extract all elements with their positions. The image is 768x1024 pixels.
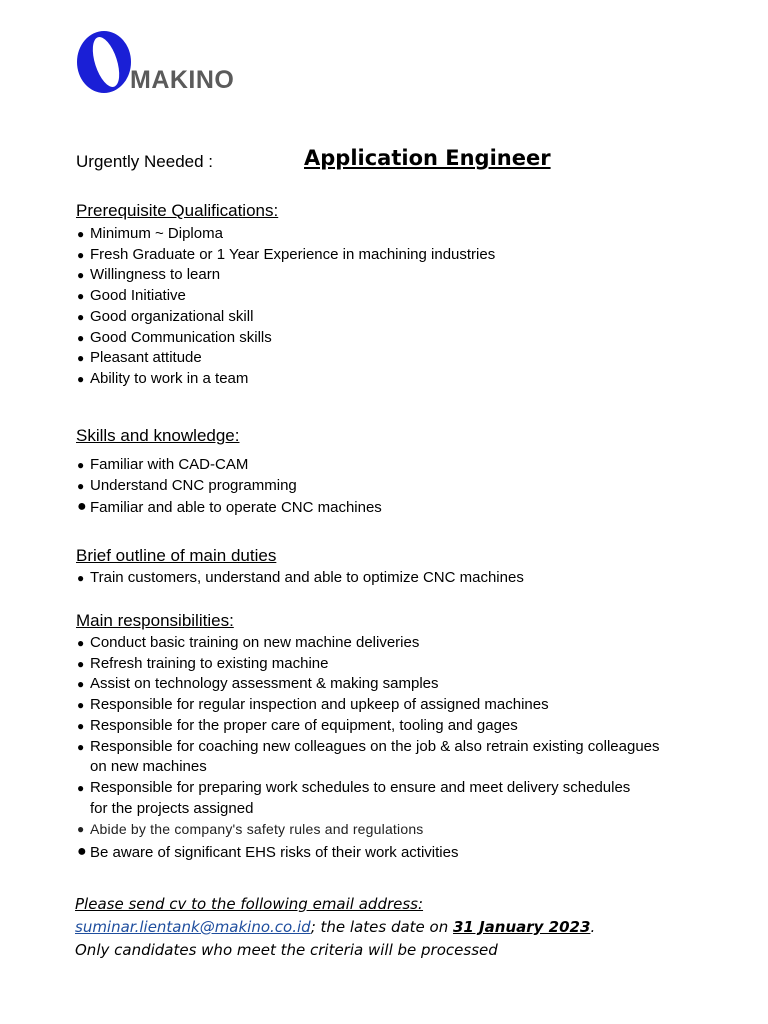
- section-qualifications: [76, 200, 696, 390]
- bullet-icon: ●: [77, 698, 85, 713]
- logo-text: MAKINO: [130, 66, 235, 94]
- section-title: Brief outline of main duties: [76, 546, 277, 565]
- bullet-icon: ●: [77, 458, 85, 472]
- list-item: ● Responsible for the proper care of equipment, tooling and gages: [76, 716, 696, 737]
- company-logo: [72, 26, 242, 100]
- section-title: Skills and knowledge:: [76, 426, 240, 445]
- bullet-icon: ●: [77, 478, 85, 493]
- list-item: ● Refresh training to existing machine: [76, 654, 696, 675]
- section-title: Main responsibilities:: [76, 611, 234, 630]
- list-item: ● Familiar with CAD-CAM: [76, 455, 696, 476]
- bullet-icon: ●: [77, 371, 85, 386]
- bullet-icon: ●: [77, 227, 85, 241]
- bullet-icon: ●: [77, 780, 85, 795]
- section-skills: [76, 425, 696, 519]
- bullet-icon: ●: [77, 636, 85, 650]
- duties-list: [76, 568, 696, 589]
- list-item: ● Responsible for preparing work schedules to ensure and meet delivery schedules for the projects assigned: [77, 778, 631, 817]
- list-item: ● Fresh Graduate or 1 Year Experience in machining industries: [76, 245, 696, 266]
- list-item: ● Responsible for coaching new colleagues on the job & also retrain existing colleagues on new machines: [77, 737, 660, 776]
- bullet-icon: ●: [77, 822, 85, 837]
- section-title: Prerequisite Qualifications:: [76, 201, 279, 220]
- list-item: ● Minimum ~ Diploma: [76, 224, 696, 245]
- bullet-icon: ●: [77, 656, 85, 671]
- email-link[interactable]: suminar.lientank@makino.co.id: [75, 918, 311, 936]
- job-title: Application Engineer: [304, 146, 551, 170]
- list-item: ● Abide by the company's safety rules and regulations: [76, 819, 696, 840]
- urgently-needed-label: Urgently Needed :: [76, 152, 214, 171]
- send-cv-line: Please send cv to the following email address:: [75, 895, 424, 913]
- list-item: ● Understand CNC programming: [76, 476, 696, 497]
- criteria-note: Only candidates who meet the criteria will be processed: [75, 941, 498, 959]
- application-instructions: [75, 893, 715, 962]
- list-item: ● Train customers, understand and able to optimize CNC machines: [76, 568, 696, 589]
- list-item: ● Responsible for regular inspection and upkeep of assigned machines: [76, 695, 696, 716]
- section-duties: [76, 545, 696, 589]
- list-item: ● Conduct basic training on new machine deliveries: [76, 633, 696, 654]
- bullet-icon: ●: [77, 289, 85, 304]
- list-item: ● Good Initiative: [76, 286, 696, 307]
- list-item: ● Familiar and able to operate CNC machines: [77, 498, 382, 517]
- bullet-icon: ●: [77, 843, 87, 861]
- bullet-icon: ●: [77, 571, 85, 585]
- job-heading: [76, 146, 696, 176]
- list-item: ● Assist on technology assessment & making samples: [76, 674, 696, 695]
- list-item: ● Willingness to learn: [76, 265, 696, 286]
- list-item: ● Pleasant attitude: [76, 348, 696, 369]
- bullet-icon: ●: [77, 247, 85, 262]
- skills-list: [76, 455, 696, 519]
- bullet-icon: ●: [77, 718, 85, 733]
- responsibilities-list: [76, 633, 696, 864]
- list-item: ● Ability to work in a team: [76, 369, 696, 390]
- period: .: [590, 918, 596, 936]
- list-item: ● Good organizational skill: [76, 307, 696, 328]
- bullet-icon: ●: [77, 330, 85, 345]
- deadline-date: 31 January 2023: [453, 918, 591, 936]
- bullet-icon: ●: [77, 498, 87, 516]
- bullet-icon: ●: [77, 309, 85, 324]
- deadline-text: ; the lates date on: [310, 918, 453, 936]
- list-item: ● Good Communication skills: [76, 328, 696, 349]
- bullet-icon: ●: [77, 351, 85, 366]
- list-item: ● Be aware of significant EHS risks of their work activities: [77, 843, 459, 862]
- email-deadline-line: [75, 916, 715, 939]
- section-responsibilities: [76, 610, 696, 864]
- makino-logo-mark: [75, 29, 133, 95]
- qualifications-list: [76, 224, 696, 390]
- bullet-icon: ●: [77, 739, 85, 754]
- bullet-icon: ●: [77, 268, 85, 283]
- bullet-icon: ●: [77, 677, 85, 692]
